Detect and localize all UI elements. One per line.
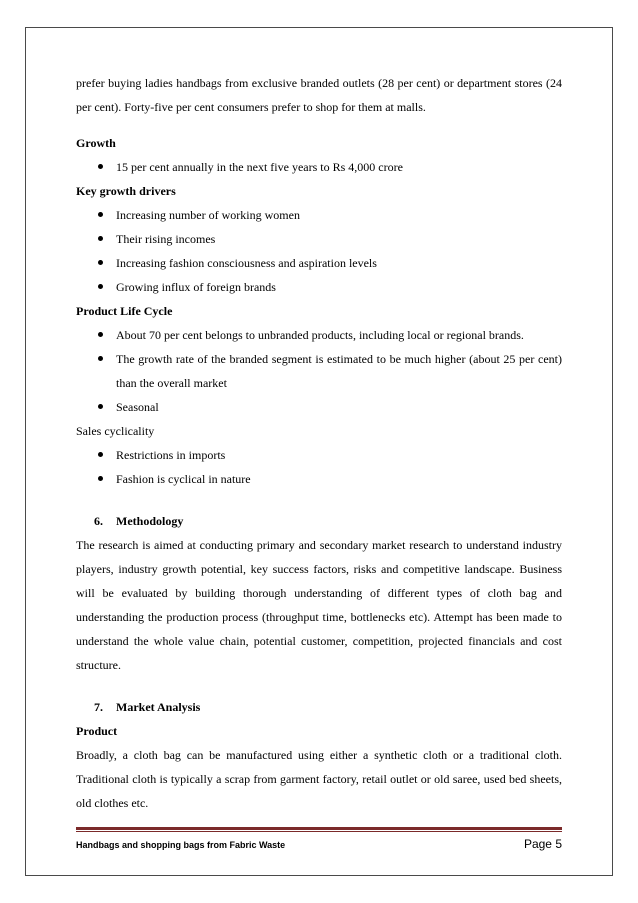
cyclicality-list [76, 443, 562, 491]
growth-heading: Growth [76, 136, 116, 150]
list-item: Increasing number of working women [76, 203, 562, 227]
growth-list [76, 155, 562, 179]
bullet-icon [98, 284, 103, 289]
methodology-heading: 6. Methodology [94, 514, 184, 528]
bullet-icon [98, 476, 103, 481]
list-item: 15 per cent annually in the next five years to Rs 4,000 crore [76, 155, 562, 179]
bullet-icon [98, 332, 103, 337]
list-item: About 70 per cent belongs to unbranded products, including local or regional brands. [76, 323, 562, 347]
market-paragraph: Broadly, a cloth bag can be manufactured using either a synthetic cloth or a traditional cloth. Traditional cloth is typically a scrap from garment factory, retail outlet or old saree, used bed sheets, old clothes etc. [76, 748, 562, 810]
market-analysis-heading: 7. Market Analysis [94, 700, 201, 714]
footer-title: Handbags and shopping bags from Fabric Waste [76, 840, 286, 850]
list-item: The growth rate of the branded segment is estimated to be much higher (about 25 per cent) than the overall market [76, 347, 562, 395]
drivers-list [76, 203, 562, 299]
bullet-icon [98, 356, 103, 361]
bullet-icon [98, 212, 103, 217]
list-item: Their rising incomes [76, 227, 562, 251]
intro-paragraph: prefer buying ladies handbags from exclusive branded outlets (28 per cent) or department stores (24 per cent). Forty-five per cent consumers prefer to shop for them at malls. [76, 76, 562, 114]
plc-list [76, 323, 562, 419]
bullet-icon [98, 236, 103, 241]
list-item: Seasonal [76, 395, 562, 419]
list-item: Fashion is cyclical in nature [76, 467, 562, 491]
list-item: Increasing fashion consciousness and aspiration levels [76, 251, 562, 275]
bullet-icon [98, 164, 103, 169]
page-content [76, 71, 562, 815]
footer-rule-thick [76, 827, 562, 830]
bullet-icon [98, 404, 103, 409]
sales-cyclicality-heading: Sales cyclicality [76, 424, 155, 438]
list-item: Growing influx of foreign brands [76, 275, 562, 299]
methodology-paragraph: The research is aimed at conducting primary and secondary market research to understand industry players, industry growth potential, key success factors, risks and competitive landscape. Business will be evaluated by building thorough understanding of different types of cloth bag and understanding the production process (throughput time, bottlenecks etc). Attempt has been made to understand the whole value chain, potential customer, competition, projected financials and cost structure. [76, 538, 562, 672]
product-heading: Product [76, 724, 118, 738]
key-growth-drivers-heading: Key growth drivers [76, 184, 176, 198]
list-item: Restrictions in imports [76, 443, 562, 467]
footer-rule-thin [76, 831, 562, 832]
product-life-cycle-heading: Product Life Cycle [76, 304, 173, 318]
bullet-icon [98, 452, 103, 457]
page-number: Page 5 [523, 837, 562, 851]
bullet-icon [98, 260, 103, 265]
